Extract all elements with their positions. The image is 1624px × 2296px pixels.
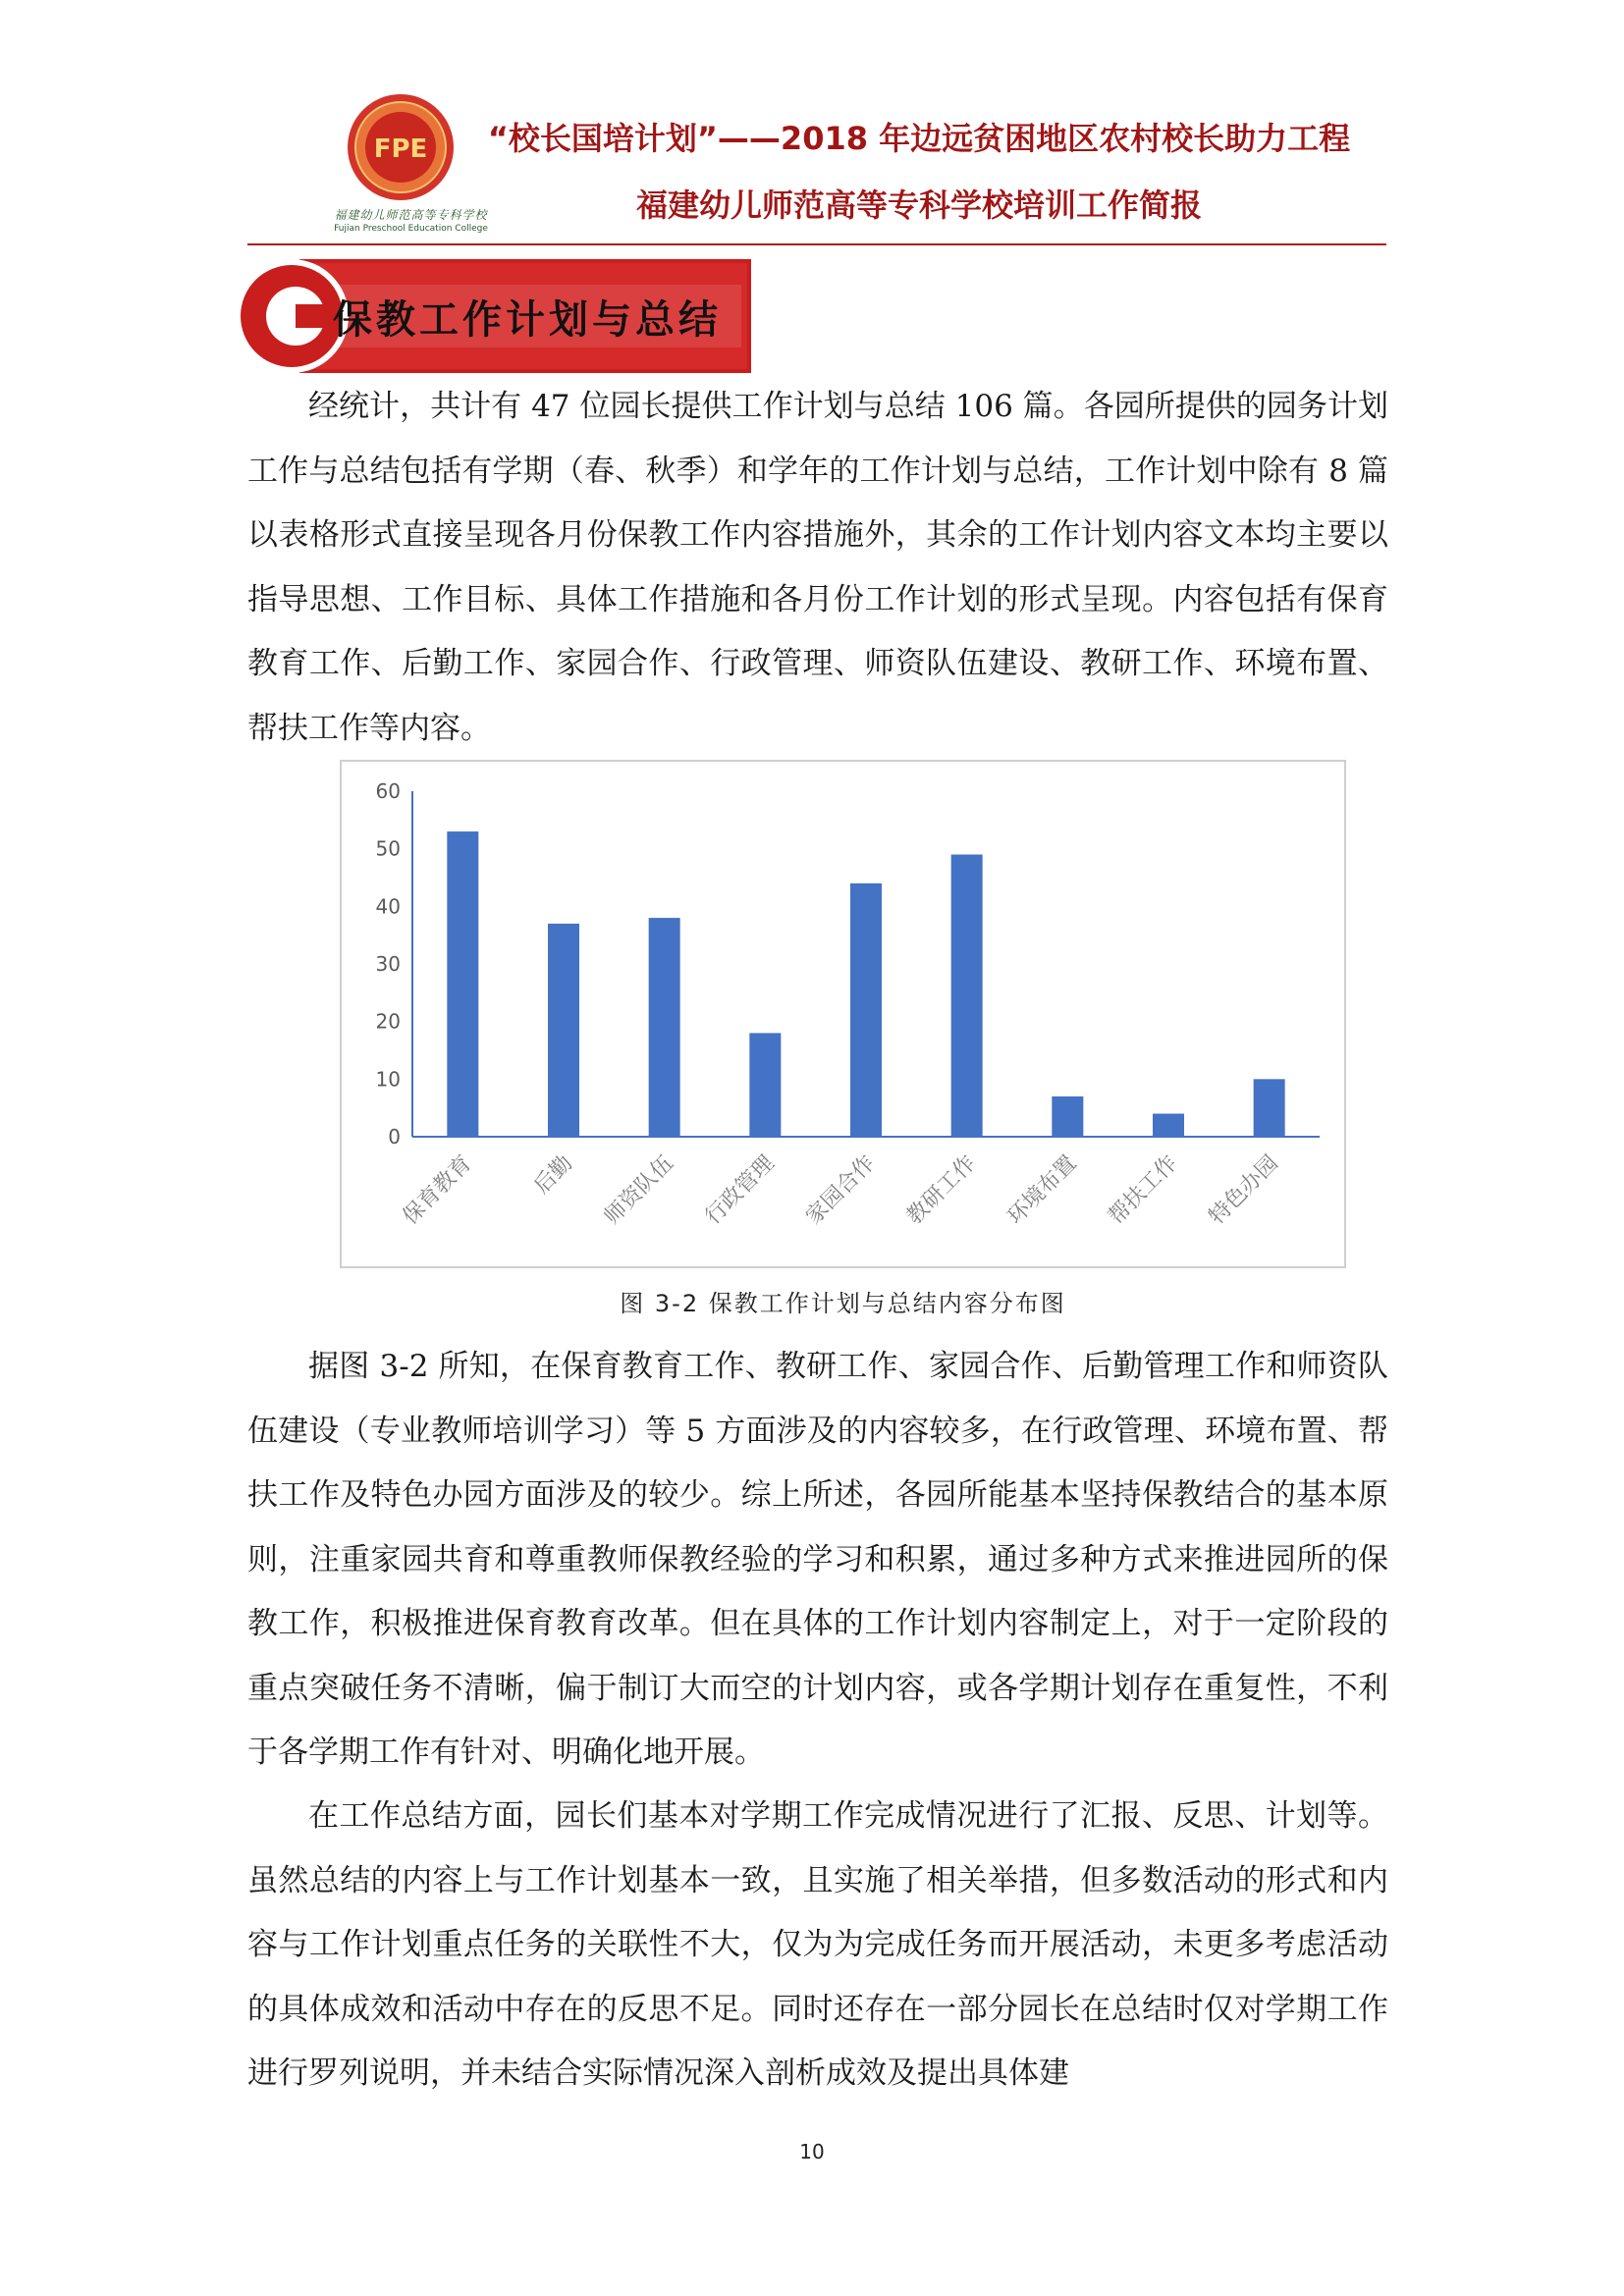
bar [548, 924, 579, 1137]
paragraph-1 [247, 375, 1388, 761]
section-banner [231, 255, 761, 378]
figure-caption: 图 3-2 保教工作计划与总结内容分布图 [620, 1290, 1066, 1317]
bar [447, 831, 478, 1137]
paragraph-1-text: 经统计，共计有 47 位园长提供工作计划与总结 106 篇。各园所提供的园务计划工作与总结包括有学期（春、秋季）和学年的工作计划与总结，工作计划中除有 8 篇以表格形式直接呈现各月份保教工作内容措施外，其余的工作计划内容文本均主要以指导思想、工作目标、具体工作措施和各月份工作计划的形式呈现。内容包括有保育教育工作、后勤工作、家园合作、行政管理、师资队伍建设、教研工作、环境布置、帮扶工作等内容。 [247, 389, 1388, 746]
x-tick-label: 特色办园 [1204, 1150, 1283, 1230]
y-tick-label: 60 [375, 779, 401, 803]
header-subtitle: 福建幼儿师范高等专科学校培训工作简报 [635, 187, 1202, 224]
header-divider [247, 243, 1386, 245]
bar [951, 855, 983, 1137]
logo-text-en: Fujian Preschool Education College [334, 224, 488, 234]
logo-text-cn: 福建幼儿师范高等专科学校 [334, 208, 488, 222]
logo-mark: FPE [373, 134, 428, 164]
y-tick-label: 10 [375, 1067, 401, 1092]
paragraph-3-text: 在工作总结方面，园长们基本对学期工作完成情况进行了汇报、反思、计划等。虽然总结的内容上与工作计划基本一致，且实施了相关举措，但多数活动的形式和内容与工作计划重点任务的关联性不大，仅为为完成任务而开展活动，未更多考虑活动的具体成效和活动中存在的反思不足。同时还存在一部分园长在总结时仅对学期工作进行罗列说明，并未结合实际情况深入剖析成效及提出具体建 [247, 1798, 1388, 2091]
bar [649, 918, 680, 1137]
x-tick-label: 帮扶工作 [1104, 1150, 1183, 1230]
paragraph-2 [247, 1335, 1388, 1786]
y-tick-label: 50 [375, 836, 401, 861]
chart-svg [342, 762, 1344, 1266]
section-title: 保教工作计划与总结 [333, 297, 722, 343]
x-tick-label: 环境布置 [1002, 1150, 1082, 1230]
bar-chart [340, 760, 1346, 1268]
college-logo-icon [346, 92, 456, 202]
page-number: 10 [799, 2140, 825, 2163]
y-tick-label: 0 [388, 1125, 401, 1148]
x-tick-label: 保育教育 [398, 1150, 477, 1230]
bar [1153, 1114, 1184, 1137]
x-tick-label: 教研工作 [901, 1150, 981, 1230]
y-tick-label: 40 [375, 894, 401, 919]
bar [1052, 1096, 1083, 1137]
y-tick-label: 20 [375, 1009, 401, 1034]
x-tick-label: 后勤 [529, 1150, 578, 1200]
bar [850, 883, 882, 1137]
page-header [0, 0, 1624, 255]
y-tick-label: 30 [375, 952, 401, 976]
x-tick-label: 师资队伍 [599, 1150, 678, 1230]
paragraph-2-text: 据图 3-2 所知，在保育教育工作、教研工作、家园合作、后勤管理工作和师资队伍建设（专业教师培训学习）等 5 方面涉及的内容较多，在行政管理、环境布置、帮扶工作及特色办园方面涉及的较少。综上所述，各园所能基本坚持保教结合的基本原则，注重家园共育和尊重教师保教经验的学习和积累，通过多种方式来推进园所的保教工作，积极推进保育教育改革。但在具体的工作计划内容制定上，对于一定阶段的重点突破任务不清晰，偏于制订大而空的计划内容，或各学期计划存在重复性，不利于各学期工作有针对、明确化地开展。 [247, 1349, 1388, 1770]
paragraph-3 [247, 1785, 1388, 2107]
header-title: “校长国培计划”——2018 年边远贫困地区农村校长助力工程 [487, 120, 1351, 157]
x-tick-label: 行政管理 [700, 1150, 780, 1230]
bar [749, 1033, 781, 1137]
bar [1254, 1079, 1285, 1137]
x-tick-label: 家园合作 [801, 1150, 881, 1230]
